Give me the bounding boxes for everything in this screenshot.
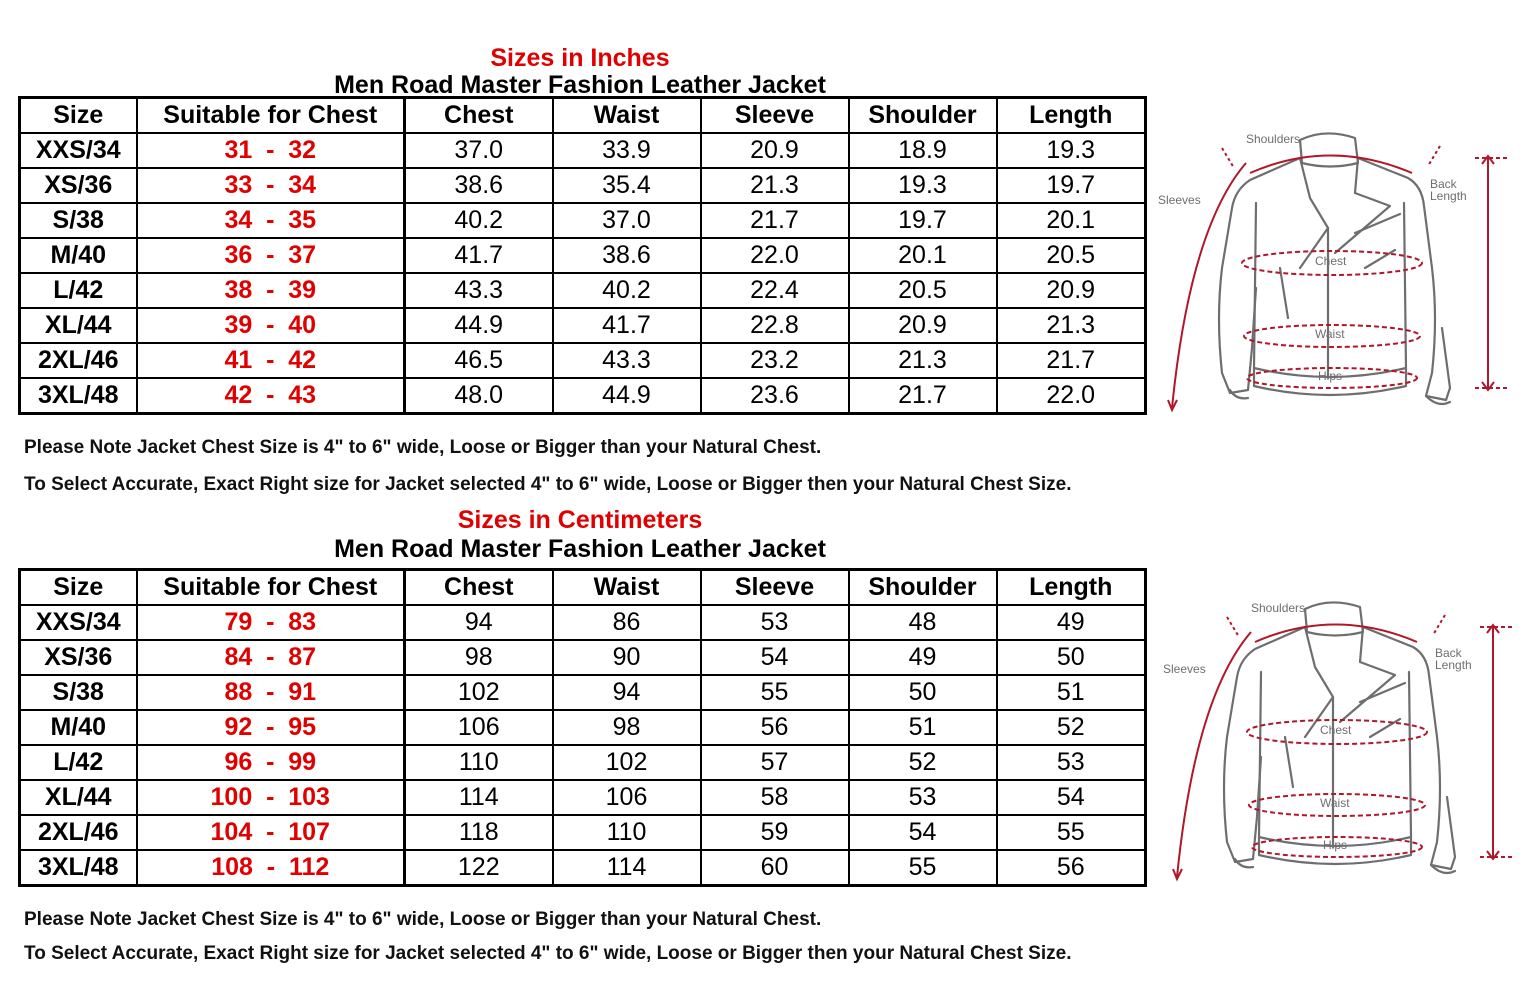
table-header-row [20, 570, 1146, 606]
chest-range-to: 40 [288, 311, 317, 339]
length-cell: 20.9 [997, 273, 1146, 308]
sleeve-cell: 21.3 [701, 168, 849, 203]
label-hips: Hips [1318, 369, 1343, 383]
range-separator: - [266, 381, 275, 409]
chest-range-from: 41 [224, 346, 253, 374]
chest-range-from: 88 [224, 678, 253, 706]
sleeve-cell: 55 [701, 675, 849, 710]
sleeve-cell: 56 [701, 710, 849, 745]
cm-size-table [18, 568, 1147, 887]
length-cell: 19.3 [997, 133, 1146, 168]
jacket-measurement-diagram-icon [1155, 587, 1525, 887]
size-cell: XXS/34 [20, 605, 137, 640]
chest-range-from: 104 [210, 818, 253, 846]
label-shoulders: Shoulders [1251, 601, 1306, 615]
chest-range-from: 84 [224, 643, 253, 671]
shoulder-cell: 54 [849, 815, 997, 850]
column-header-length: Length [997, 98, 1146, 134]
column-header-waist: Waist [553, 98, 701, 134]
sleeve-cell: 23.2 [701, 343, 849, 378]
waist-cell: 106 [553, 780, 701, 815]
chest-cell: 122 [405, 850, 553, 886]
length-cell: 52 [997, 710, 1146, 745]
sleeve-cell: 60 [701, 850, 849, 886]
length-cell: 50 [997, 640, 1146, 675]
shoulder-cell: 20.9 [849, 308, 997, 343]
column-header-sleeve: Sleeve [701, 98, 849, 134]
chest-cell: 40.2 [405, 203, 553, 238]
chest-cell: 106 [405, 710, 553, 745]
chest-range-from: 108 [211, 853, 253, 881]
suitable-chest-cell [137, 605, 405, 640]
sleeve-cell: 22.4 [701, 273, 849, 308]
chest-range-from: 33 [224, 171, 253, 199]
chest-range-from: 39 [224, 311, 253, 339]
size-cell: 2XL/46 [20, 343, 137, 378]
chest-cell: 94 [405, 605, 553, 640]
waist-cell: 102 [553, 745, 701, 780]
range-separator: - [266, 608, 275, 636]
range-separator: - [266, 748, 275, 776]
chest-cell: 110 [405, 745, 553, 780]
table-row [20, 780, 1146, 815]
size-cell: L/42 [20, 745, 137, 780]
length-cell: 53 [997, 745, 1146, 780]
size-cell: S/38 [20, 675, 137, 710]
chest-cell: 46.5 [405, 343, 553, 378]
shoulder-cell: 20.1 [849, 238, 997, 273]
length-cell: 22.0 [997, 378, 1146, 414]
jacket-measurement-diagram-icon [1150, 118, 1520, 418]
waist-cell: 41.7 [553, 308, 701, 343]
label-chest: Chest [1315, 254, 1347, 268]
column-header-suitable-chest: Suitable for Chest [137, 98, 405, 134]
length-cell: 20.5 [997, 238, 1146, 273]
inches-note-1: Please Note Jacket Chest Size is 4" to 6" wide, Loose or Bigger than your Natural Chest. [24, 437, 822, 458]
range-separator: - [266, 206, 275, 234]
label-chest: Chest [1320, 723, 1352, 737]
range-separator: - [266, 643, 275, 671]
waist-cell: 110 [553, 815, 701, 850]
suitable-chest-cell [137, 640, 405, 675]
chest-cell: 48.0 [405, 378, 553, 414]
waist-cell: 90 [553, 640, 701, 675]
table-row [20, 640, 1146, 675]
range-separator: - [266, 678, 275, 706]
range-separator: - [266, 276, 275, 304]
chest-range-to: 32 [288, 136, 317, 164]
column-header-sleeve: Sleeve [701, 570, 849, 606]
suitable-chest-cell [137, 745, 405, 780]
waist-cell: 86 [553, 605, 701, 640]
table-row [20, 745, 1146, 780]
cm-table-body [20, 605, 1146, 886]
sleeve-cell: 22.0 [701, 238, 849, 273]
cm-heading: Sizes in Centimeters [457, 506, 703, 534]
chest-range-from: 36 [224, 241, 253, 269]
size-cell: XL/44 [20, 308, 137, 343]
sleeve-cell: 23.6 [701, 378, 849, 414]
table-row [20, 850, 1146, 886]
waist-cell: 38.6 [553, 238, 701, 273]
column-header-shoulder: Shoulder [849, 570, 997, 606]
length-cell: 21.7 [997, 343, 1146, 378]
shoulder-cell: 20.5 [849, 273, 997, 308]
table-row [20, 605, 1146, 640]
waist-cell: 98 [553, 710, 701, 745]
range-separator: - [266, 171, 275, 199]
size-cell: M/40 [20, 710, 137, 745]
sleeve-cell: 54 [701, 640, 849, 675]
suitable-chest-cell [137, 168, 405, 203]
waist-cell: 33.9 [553, 133, 701, 168]
chest-range-to: 37 [288, 241, 317, 269]
chest-range-from: 38 [224, 276, 253, 304]
sleeve-cell: 22.8 [701, 308, 849, 343]
range-separator: - [266, 818, 275, 846]
range-separator: - [266, 241, 275, 269]
suitable-chest-cell [137, 238, 405, 273]
shoulder-cell: 21.7 [849, 378, 997, 414]
chest-cell: 41.7 [405, 238, 553, 273]
chest-range-to: 43 [288, 381, 317, 409]
shoulder-cell: 19.7 [849, 203, 997, 238]
inches-table-body [20, 133, 1146, 414]
chest-range-to: 107 [288, 818, 330, 846]
suitable-chest-cell [137, 710, 405, 745]
size-cell: M/40 [20, 238, 137, 273]
chest-range-to: 35 [288, 206, 317, 234]
cm-table-title: Men Road Master Fashion Leather Jacket [334, 535, 826, 563]
range-separator: - [266, 783, 275, 811]
length-cell: 19.7 [997, 168, 1146, 203]
chest-cell: 98 [405, 640, 553, 675]
waist-cell: 43.3 [553, 343, 701, 378]
length-cell: 20.1 [997, 203, 1146, 238]
suitable-chest-cell [137, 203, 405, 238]
table-row [20, 203, 1146, 238]
inches-note-2: To Select Accurate, Exact Right size for Jacket selected 4" to 6" wide, Loose or Bigger then your Natural Chest Size. [24, 474, 1072, 495]
table-row [20, 238, 1146, 273]
shoulder-cell: 21.3 [849, 343, 997, 378]
chest-range-from: 42 [224, 381, 253, 409]
column-header-chest: Chest [405, 570, 553, 606]
table-row [20, 308, 1146, 343]
cm-note-1: Please Note Jacket Chest Size is 4" to 6" wide, Loose or Bigger than your Natural Chest. [24, 909, 822, 930]
waist-cell: 94 [553, 675, 701, 710]
size-cell: XS/36 [20, 168, 137, 203]
chest-cell: 44.9 [405, 308, 553, 343]
sleeve-cell: 58 [701, 780, 849, 815]
suitable-chest-cell [137, 675, 405, 710]
size-cell: 3XL/48 [20, 850, 137, 886]
label-length: Length [1430, 189, 1467, 203]
chest-range-to: 42 [288, 346, 317, 374]
chest-range-to: 95 [288, 713, 317, 741]
sleeve-cell: 57 [701, 745, 849, 780]
shoulder-cell: 52 [849, 745, 997, 780]
sleeve-cell: 53 [701, 605, 849, 640]
table-header-row [20, 98, 1146, 134]
table-row [20, 710, 1146, 745]
label-waist: Waist [1320, 796, 1350, 810]
label-shoulders: Shoulders [1246, 132, 1301, 146]
waist-cell: 37.0 [553, 203, 701, 238]
shoulder-cell: 48 [849, 605, 997, 640]
length-cell: 54 [997, 780, 1146, 815]
chest-range-to: 39 [288, 276, 317, 304]
range-separator: - [266, 136, 275, 164]
suitable-chest-cell [137, 780, 405, 815]
size-cell: XS/36 [20, 640, 137, 675]
chest-cell: 38.6 [405, 168, 553, 203]
length-cell: 49 [997, 605, 1146, 640]
sleeve-cell: 20.9 [701, 133, 849, 168]
size-cell: XXS/34 [20, 133, 137, 168]
chest-range-to: 103 [288, 783, 330, 811]
table-row [20, 675, 1146, 710]
waist-cell: 40.2 [553, 273, 701, 308]
chest-range-from: 79 [224, 608, 253, 636]
size-cell: S/38 [20, 203, 137, 238]
size-cell: 3XL/48 [20, 378, 137, 414]
suitable-chest-cell [137, 850, 405, 886]
shoulder-cell: 55 [849, 850, 997, 886]
chest-cell: 37.0 [405, 133, 553, 168]
cm-note-2: To Select Accurate, Exact Right size for Jacket selected 4" to 6" wide, Loose or Bigger then your Natural Chest Size. [24, 943, 1072, 964]
label-hips: Hips [1323, 838, 1348, 852]
inches-table-title: Men Road Master Fashion Leather Jacket [334, 71, 826, 99]
shoulder-cell: 19.3 [849, 168, 997, 203]
label-length: Length [1435, 658, 1472, 672]
label-back: Back [1435, 646, 1462, 660]
waist-cell: 44.9 [553, 378, 701, 414]
column-header-shoulder: Shoulder [849, 98, 997, 134]
suitable-chest-cell [137, 273, 405, 308]
suitable-chest-cell [137, 378, 405, 414]
shoulder-cell: 53 [849, 780, 997, 815]
column-header-size: Size [20, 98, 137, 134]
column-header-chest: Chest [405, 98, 553, 134]
column-header-suitable-chest: Suitable for Chest [137, 570, 405, 606]
label-back: Back [1430, 177, 1457, 191]
chest-range-to: 34 [288, 171, 317, 199]
range-separator: - [266, 853, 276, 881]
chest-cell: 114 [405, 780, 553, 815]
suitable-chest-cell [137, 815, 405, 850]
table-row [20, 815, 1146, 850]
range-separator: - [266, 311, 275, 339]
chest-range-from: 100 [210, 783, 253, 811]
chest-cell: 43.3 [405, 273, 553, 308]
chest-cell: 102 [405, 675, 553, 710]
column-header-size: Size [20, 570, 137, 606]
column-header-waist: Waist [553, 570, 701, 606]
chest-range-to: 87 [288, 643, 317, 671]
suitable-chest-cell [137, 343, 405, 378]
shoulder-cell: 51 [849, 710, 997, 745]
shoulder-cell: 49 [849, 640, 997, 675]
shoulder-cell: 50 [849, 675, 997, 710]
suitable-chest-cell [137, 133, 405, 168]
chest-range-from: 31 [224, 136, 253, 164]
sleeve-cell: 59 [701, 815, 849, 850]
column-header-length: Length [997, 570, 1146, 606]
shoulder-cell: 18.9 [849, 133, 997, 168]
chest-range-to: 91 [288, 678, 317, 706]
waist-cell: 35.4 [553, 168, 701, 203]
inches-heading: Sizes in Inches [490, 44, 670, 72]
range-separator: - [266, 713, 275, 741]
waist-cell: 114 [553, 850, 701, 886]
chest-range-to: 83 [288, 608, 317, 636]
chest-range-to: 112 [288, 853, 330, 881]
label-waist: Waist [1315, 327, 1345, 341]
length-cell: 56 [997, 850, 1146, 886]
chest-range-from: 96 [224, 748, 253, 776]
length-cell: 55 [997, 815, 1146, 850]
size-cell: XL/44 [20, 780, 137, 815]
chest-range-from: 92 [224, 713, 253, 741]
table-row [20, 343, 1146, 378]
suitable-chest-cell [137, 308, 405, 343]
table-row [20, 378, 1146, 414]
chest-cell: 118 [405, 815, 553, 850]
length-cell: 21.3 [997, 308, 1146, 343]
table-row [20, 168, 1146, 203]
range-separator: - [266, 346, 275, 374]
table-row [20, 133, 1146, 168]
inches-size-table [18, 96, 1147, 415]
table-row [20, 273, 1146, 308]
size-cell: L/42 [20, 273, 137, 308]
label-sleeves: Sleeves [1163, 662, 1206, 676]
label-sleeves: Sleeves [1158, 193, 1201, 207]
length-cell: 51 [997, 675, 1146, 710]
sleeve-cell: 21.7 [701, 203, 849, 238]
chest-range-to: 99 [288, 748, 317, 776]
chest-range-from: 34 [224, 206, 253, 234]
size-cell: 2XL/46 [20, 815, 137, 850]
centimeters-section [0, 505, 1535, 1000]
